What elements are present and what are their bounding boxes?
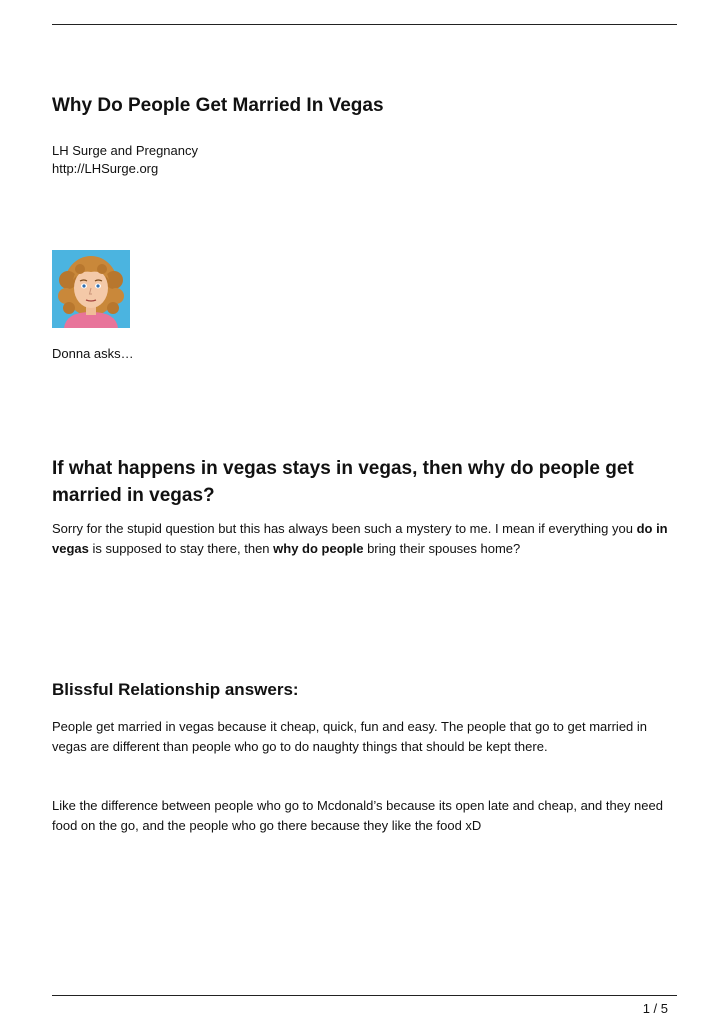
question-body (52, 519, 677, 558)
site-name: LH Surge and Pregnancy (52, 143, 198, 158)
question-heading: If what happens in vegas stays in vegas, then why do people get married in vegas? (52, 458, 634, 506)
page-number: 1 / 5 (642, 1001, 668, 1016)
header-rule (52, 24, 677, 25)
bold-phrase-do-in-vegas: do in vegas (52, 521, 668, 556)
answer-heading: Blissful Relationship answers: (52, 680, 299, 699)
site-url-link[interactable]: http://LHSurge.org (52, 161, 159, 176)
question-body-text: bring their spouses home? (363, 540, 521, 556)
site-info (52, 142, 198, 178)
avatar (52, 250, 130, 328)
answer-paragraph: Like the difference between people who go to Mcdonald’s because its open late and cheap, and they need food on the go, and the people who go there because they like the food xD (52, 798, 663, 833)
page-title: Why Do People Get Married In Vegas (52, 95, 384, 116)
bold-phrase-why-do-people: why do people (273, 540, 364, 556)
asker-line: Donna asks… (52, 346, 134, 361)
answer-paragraph: People get married in vegas because it cheap, quick, fun and easy. The people that go to get married in vegas are different than people who go to do naughty things that should be kept there. (52, 719, 648, 754)
cartoon-woman-avatar-icon (52, 250, 130, 328)
question-body-text: is supposed to stay there, then (88, 540, 274, 556)
question-body-text: Sorry for the stupid question but this has always been such a mystery to me. I mean if everything you (52, 521, 637, 536)
footer-rule (52, 995, 677, 996)
